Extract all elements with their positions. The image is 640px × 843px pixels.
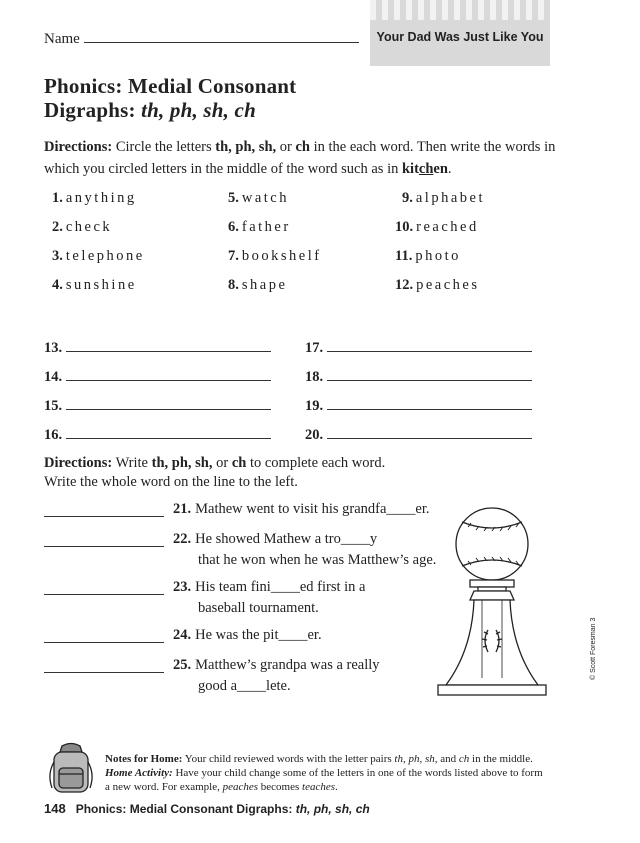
answer-line[interactable]: 18.: [305, 367, 532, 386]
word-item[interactable]: 7. bookshelf: [228, 248, 322, 264]
backpack-icon: [44, 742, 98, 798]
question-answer-line[interactable]: [44, 672, 164, 673]
copyright: © Scott Foresman 3: [590, 617, 597, 680]
title-line-2: Digraphs: th, ph, sh, ch: [44, 98, 256, 122]
directions-1: Directions: Circle the letters th, ph, sh, or ch in the each word. Then write the words in which you circled letters in the middle of the word such as in kitchen.: [44, 139, 556, 177]
answer-line[interactable]: 19.: [305, 396, 532, 415]
page-title: [44, 74, 296, 122]
word-item[interactable]: 11. photo: [395, 248, 461, 264]
story-title: Your Dad Was Just Like You: [376, 30, 544, 44]
answer-line[interactable]: 13.: [44, 338, 271, 357]
answer-line[interactable]: 15.: [44, 396, 271, 415]
word-item[interactable]: 10. reached: [395, 219, 479, 235]
question-item: 21. Mathew went to visit his grandfa____er.: [173, 501, 430, 517]
baseball-trophy-illustration: [432, 500, 562, 705]
question-item: 23. His team fini____ed first in a baseball tournament.: [173, 579, 366, 616]
name-label: Name: [44, 31, 80, 47]
word-item[interactable]: 2. check: [52, 219, 113, 235]
answer-line[interactable]: 14.: [44, 367, 271, 386]
word-item[interactable]: 5. watch: [228, 190, 289, 206]
question-item: 24. He was the pit____er.: [173, 627, 322, 643]
question-answer-line[interactable]: [44, 594, 164, 595]
page-footer: 148 Phonics: Medial Consonant Digraphs: th, ph, sh, ch: [44, 801, 370, 816]
word-item[interactable]: 9. alphabet: [402, 190, 485, 206]
question-answer-line[interactable]: [44, 642, 164, 643]
answer-line[interactable]: 20.: [305, 425, 532, 444]
directions-2: Directions: Write th, ph, sh, or ch to complete each word. Write the whole word on the line to the left.: [44, 455, 386, 490]
word-item[interactable]: 3. telephone: [52, 248, 145, 264]
question-item: 25. Matthew’s grandpa was a really good a____lete.: [173, 657, 380, 694]
word-item[interactable]: 1. anything: [52, 190, 137, 206]
answer-line[interactable]: 16.: [44, 425, 271, 444]
name-line[interactable]: [84, 28, 359, 43]
word-item[interactable]: 8. shape: [228, 277, 288, 293]
story-tab: [370, 0, 550, 66]
title-line-1: Phonics: Medial Consonant: [44, 74, 297, 98]
word-item[interactable]: 12. peaches: [395, 277, 480, 293]
word-item[interactable]: 4. sunshine: [52, 277, 137, 293]
question-answer-line[interactable]: [44, 516, 164, 517]
question-item: 22. He showed Mathew a tro____y that he won when he was Matthew’s age.: [173, 531, 437, 568]
question-answer-line[interactable]: [44, 546, 164, 547]
notes-for-home: Notes for Home: Your child reviewed words with the letter pairs th, ph, sh, and ch in the middle. Home Activity: Have your child change some of the letters in one of the words listed above to form a new word. For example, peaches becomes teaches.: [105, 753, 543, 793]
answer-line[interactable]: 17.: [305, 338, 532, 357]
name-field: [44, 28, 359, 48]
page-number: 148: [44, 801, 66, 816]
word-item[interactable]: 6. father: [228, 219, 291, 235]
